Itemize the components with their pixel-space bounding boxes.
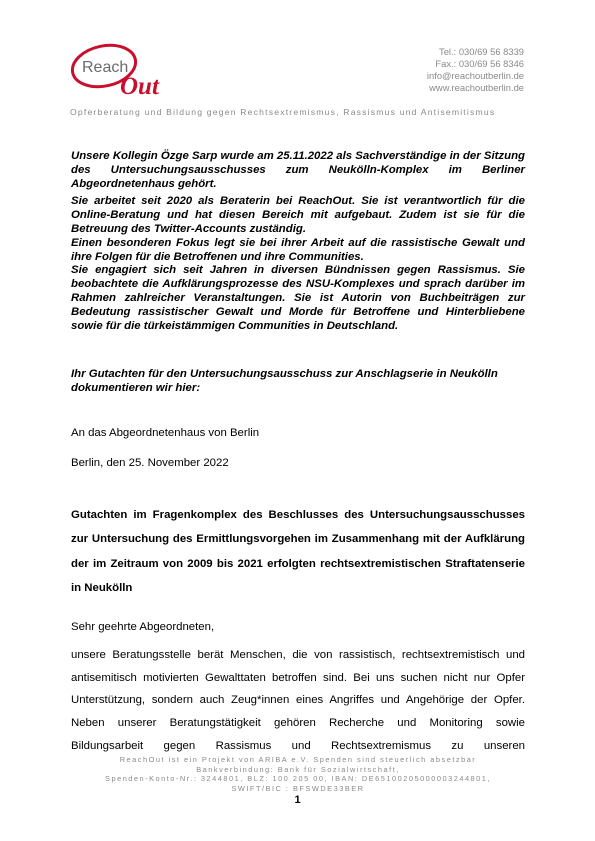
footer-line-1: ReachOut ist ein Projekt von ARIBA e.V. Spenden sind steuerlich absetzbar (119, 755, 477, 764)
contact-block (427, 46, 524, 94)
body-paragraph: unsere Beratungsstelle berät Menschen, die von rassistisch, rechtsextremistisch und antisemitisch motivierten Gewalttaten betroffen sind. Bei uns suchen nicht nur Opfer Unterstützung, sondern auch Zeug*innen eines Angriffes und Angehörige der Opfer. Neben unserer Beratungstätigkeit gehören Recherche und Monitoring sowie Bildungsarbeit gegen Rassismus und Rechtsextremismus zu unseren (71, 649, 525, 752)
contact-email[interactable]: info@reachoutberlin.de (426, 70, 524, 81)
contact-website[interactable]: www.reachoutberlin.de (429, 82, 524, 93)
gutachten-intro: Ihr Gutachten für den Untersuchungsausschuss zur Anschlagserie in Neukölln dokumentieren wir hier: (71, 368, 498, 394)
reachout-logo-graphic (70, 42, 162, 102)
logo-reach-text: Reach (82, 59, 129, 76)
addressee: An das Abgeordnetenhaus von Berlin (71, 427, 260, 439)
footer-line-2: Bankverbindung: Bank für Sozialwirtschaft, (196, 764, 400, 774)
salutation: Sehr geehrte Abgeordneten, (71, 621, 215, 633)
intro-section (71, 150, 525, 333)
letter-date: Berlin, den 25. November 2022 (71, 457, 229, 469)
intro-paragraph-2: Sie arbeitet seit 2020 als Beraterin bei ReachOut. Sie ist verantwortlich für die Online-Beratung und hat diesen Bereich mit aufgebaut. Zudem ist sie für die Betreuung des Twitter-Accounts zuständig. (71, 195, 525, 235)
intro-paragraph-1: Unsere Kollegin Özge Sarp wurde am 25.11.2022 als Sachverständige in der Sitzung des Untersuchungsausschusses zum Neukölln-Komplex im Berliner Abgeordnetenhaus gehört. (71, 150, 525, 190)
logo-out-text: Out (120, 73, 159, 100)
intro-paragraph-3: Einen besonderen Fokus legt sie bei ihrer Arbeit auf die rassistische Gewalt und ihre Folgen für die Betroffenen und ihre Communities. (71, 236, 525, 263)
letter-heading: Gutachten im Fragenkomplex des Beschlusses des Untersuchungsausschusses zur Untersuchung des Ermittlungsvorgehen im Zusammenhang mit der Aufklärung der im Zeitraum von 2009 bis 2021 erfolgten rechtsextremistischen Straftatenserie in Neukölln (71, 509, 525, 595)
footer-line-4: SWIFT/BIC : BFSWDE33BER (231, 783, 365, 793)
contact-phone: Tel.: 030/69 56 8339 (439, 46, 524, 57)
footer-line-3: Spenden-Konto-Nr.: 3244801, BLZ: 100 205 00, IBAN: DE65100205000003244801, (105, 774, 491, 784)
intro-paragraph-4: Sie engagiert sich seit Jahren in diversen Bündnissen gegen Rassismus. Sie beobachtete die Aufklärungsprozesse des NSU-Komplexes und sprach darüber im Rahmen zahlreicher Veranstaltungen. Sie ist Autorin von Buchbeiträgen zur Bedeutung rassistischer Gewalt und Morde für Betroffene und Hinterbliebene sowie für die türkeistämmigen Communities in Deutschland. (71, 264, 525, 332)
reachout-logo (70, 42, 162, 102)
tagline: Opferberatung und Bildung gegen Rechtsextremismus, Rassismus und Antisemitismus (70, 107, 496, 117)
page-number: 1 (294, 794, 301, 806)
footer (70, 755, 526, 793)
contact-fax: Fax.: 030/69 56 8346 (435, 58, 524, 69)
